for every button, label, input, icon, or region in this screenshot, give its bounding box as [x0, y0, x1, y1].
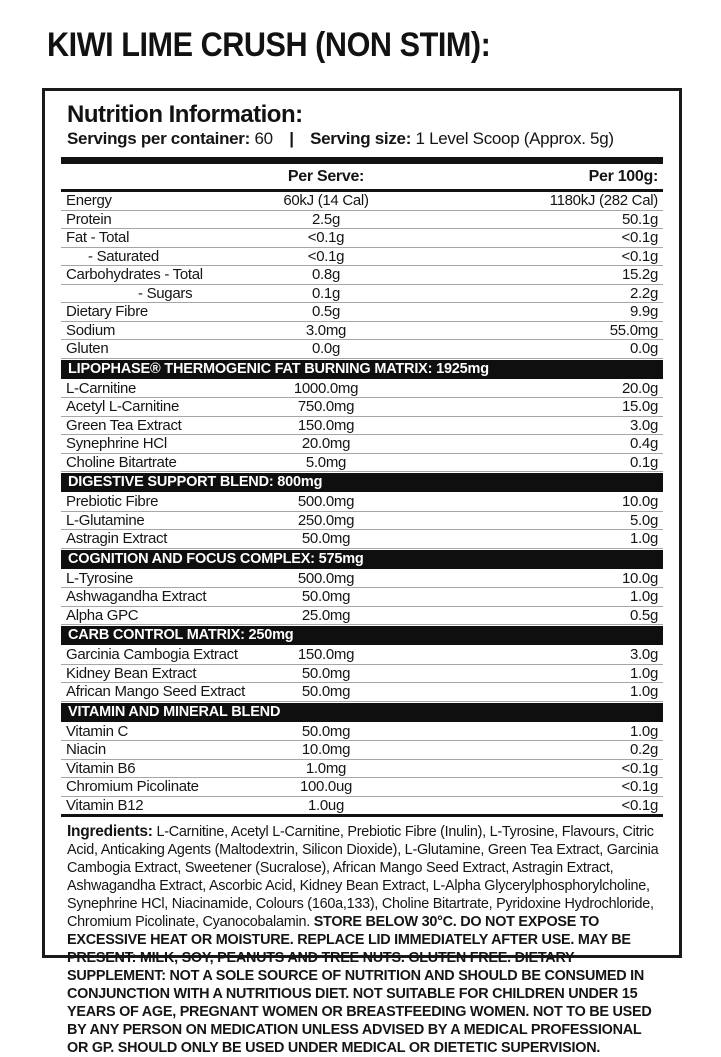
nutrient-label: L-Carnitine	[66, 379, 137, 397]
per-serve-value: 0.0g	[312, 340, 340, 357]
table-row	[61, 454, 663, 473]
per-100g-value: 1.0g	[630, 722, 658, 740]
nutrient-label: Prebiotic Fibre	[66, 493, 159, 510]
nutrient-label: Sodium	[66, 321, 116, 339]
nutrient-label: Garcinia Cambogia Extract	[66, 646, 238, 663]
table-row	[61, 417, 663, 436]
nutrition-panel	[42, 88, 682, 1056]
per-serve-value: 2.5g	[312, 210, 340, 228]
per-serve-value: 50.0mg	[301, 683, 351, 700]
section-header	[61, 360, 663, 379]
per-serve-value: <0.1g	[307, 229, 345, 246]
per-100g-value: 0.1g	[630, 453, 658, 471]
servings-per-container-value: 60	[254, 129, 273, 148]
table-row	[61, 303, 663, 322]
table-row	[61, 248, 663, 267]
per-serve-value: 150.0mg	[297, 646, 355, 663]
nutrient-label: Protein	[66, 210, 112, 228]
per-serve-value: 250.0mg	[297, 511, 355, 529]
nutrient-label: Vitamin B12	[66, 796, 144, 814]
nutrition-table-body	[61, 192, 663, 814]
panel-heading: Nutrition Information:	[67, 101, 303, 128]
table-row	[61, 646, 663, 665]
per-serve-value: 50.0mg	[301, 530, 351, 547]
per-100g-value: 15.0g	[621, 398, 658, 415]
per-100g-value: 3.0g	[630, 646, 658, 663]
table-row	[61, 683, 663, 702]
per-100g-value: 0.4g	[630, 435, 658, 452]
table-row	[61, 435, 663, 454]
table-row	[61, 760, 663, 779]
section-header-label: DIGESTIVE SUPPORT BLEND: 800mg	[68, 474, 323, 490]
table-row	[61, 665, 663, 684]
nutrient-label: Green Tea Extract	[66, 416, 182, 434]
ingredients-text: L-Carnitine, Acetyl L-Carnitine, Prebiotic Fibre (Inulin), L-Tyrosine, Flavours, Citric Acid, Anticaking Agents (Maltodextrin, Silicon Dioxide), L-Glutamine, Green Tea Extract, Garcinia Cambogia Extract, Sweetener (Sucralose), African Mango Seed Extract, Astragin Extract, Ashwagandha Extract, Ascorbic Acid, Kidney Bean Extract, L-Alpha Glycerylphosphorylcholine, Synephrine HCl, Niacinamide, Colours (160a,133), Choline Bitartrate, Pyridoxine Hydrochloride, Chromium Picolinate, Cyanocobalamin.	[67, 824, 659, 930]
per-serve-value: 500.0mg	[297, 569, 355, 587]
table-row	[61, 778, 663, 797]
per-serve-value: 60kJ (14 Cal)	[283, 192, 369, 209]
per-100g-value: 55.0mg	[609, 321, 658, 339]
servings-separator: |	[289, 129, 294, 148]
per-serve-value: 3.0mg	[305, 321, 347, 339]
per-serve-value: 0.8g	[312, 266, 340, 283]
per-serve-value: 1.0mg	[305, 759, 347, 777]
table-row	[61, 398, 663, 417]
per-serve-value: 1.0ug	[307, 796, 345, 814]
nutrient-label: Carbohydrates - Total	[66, 266, 203, 283]
per-100g-value: 5.0g	[630, 511, 658, 529]
table-row	[61, 229, 663, 248]
table-row	[61, 723, 663, 742]
per-100g-value: 20.0g	[621, 379, 658, 397]
nutrient-label: - Sugars	[138, 284, 193, 302]
nutrient-label: Astragin Extract	[66, 530, 168, 547]
per-serve-value: 50.0mg	[301, 664, 351, 682]
table-row	[61, 192, 663, 211]
table-row	[61, 607, 663, 626]
nutrient-label: L-Tyrosine	[66, 569, 134, 587]
nutrient-label: Alpha GPC	[66, 606, 139, 624]
table-row	[61, 530, 663, 549]
section-header	[61, 473, 663, 492]
table-row	[61, 211, 663, 230]
per-serve-value: 50.0mg	[301, 722, 351, 740]
table-row	[61, 266, 663, 285]
nutrient-label: Niacin	[66, 741, 106, 758]
per-serve-column-header: Per Serve:	[287, 168, 365, 185]
serving-size-value: 1 Level Scoop (Approx. 5g)	[415, 129, 614, 148]
top-rule	[61, 157, 663, 164]
per-100g-value: 50.1g	[621, 210, 658, 228]
per-100g-value: <0.1g	[621, 778, 658, 795]
nutrient-label: Vitamin C	[66, 722, 129, 740]
per-100g-value: 10.0g	[621, 493, 658, 510]
section-header	[61, 703, 663, 722]
nutrient-label: Vitamin B6	[66, 759, 136, 777]
table-row	[61, 570, 663, 589]
per-100g-value: 10.0g	[621, 569, 658, 587]
per-serve-value: 150.0mg	[297, 416, 355, 434]
per-100g-value: 3.0g	[630, 416, 658, 434]
per-serve-value: 100.0ug	[299, 778, 353, 795]
per-100g-value: 0.5g	[630, 606, 658, 624]
table-row	[61, 493, 663, 512]
table-row	[61, 285, 663, 304]
per-100g-value: 2.2g	[630, 284, 658, 302]
per-100g-value: 1180kJ (282 Cal)	[549, 192, 658, 209]
nutrient-label: Kidney Bean Extract	[66, 664, 197, 682]
per-100g-value: 1.0g	[630, 588, 658, 605]
nutrient-label: L-Glutamine	[66, 511, 145, 529]
warning-text: STORE BELOW 30°C. DO NOT EXPOSE TO EXCESSIVE HEAT OR MOISTURE. REPLACE LID IMMEDIATELY AFTER USE. MAY BE PRESENT: MILK, SOY, PEANUTS AND TREE NUTS. GLUTEN FREE. DIETARY SUPPLEMENT: NOT A SOLE SOURCE OF NUTRITION AND SHOULD BE CONSUMED IN CONJUNCTION WITH A NUTRITIOUS DIET. NOT SUITABLE FOR CHILDREN UNDER 15 YEARS OF AGE, PREGNANT WOMEN OR BREASTFEEDING WOMEN. NOT TO BE USED BY ANY PERSON ON MEDICATION UNLESS ADVISED BY A MEDICAL PROFESSIONAL OR GP. SHOULD ONLY BE USED UNDER MEDICAL OR DIETETIC SUPERVISION.	[67, 914, 652, 1056]
per-100g-value: 15.2g	[621, 266, 658, 283]
table-row	[61, 741, 663, 760]
per-100g-value: 9.9g	[630, 303, 658, 320]
section-header-label: VITAMIN AND MINERAL BLEND	[68, 703, 281, 720]
servings-per-container-label: Servings per container:	[67, 129, 250, 148]
servings-line	[61, 129, 663, 149]
per-serve-value: 750.0mg	[297, 398, 355, 415]
per-100g-value: <0.1g	[621, 247, 658, 265]
nutrient-label: Fat - Total	[66, 229, 130, 246]
per-serve-value: 20.0mg	[301, 435, 351, 452]
section-header-label: CARB CONTROL MATRIX: 250mg	[68, 627, 294, 643]
per-serve-value: 5.0mg	[305, 453, 347, 471]
per-100g-value: <0.1g	[621, 759, 658, 777]
per-100g-value: 1.0g	[630, 664, 658, 682]
per-100g-value: 0.2g	[630, 741, 658, 758]
per-serve-value: 0.5g	[312, 303, 340, 320]
table-row	[61, 380, 663, 399]
ingredients-label: Ingredients:	[67, 823, 153, 840]
nutrient-label: Synephrine HCl	[66, 435, 167, 452]
section-header	[61, 626, 663, 645]
nutrient-label: Choline Bitartrate	[66, 453, 177, 471]
per-100g-value: <0.1g	[621, 796, 658, 814]
nutrient-label: - Saturated	[88, 247, 159, 265]
per-100g-value: 1.0g	[630, 683, 658, 700]
table-row	[61, 322, 663, 341]
nutrient-label: Chromium Picolinate	[66, 778, 199, 795]
nutrient-label: Dietary Fibre	[66, 303, 148, 320]
per-100g-column-header: Per 100g:	[588, 168, 658, 185]
ingredients-and-warnings	[61, 817, 663, 1057]
table-row	[61, 797, 663, 815]
section-header-label: COGNITION AND FOCUS COMPLEX: 575mg	[68, 550, 364, 567]
table-row	[61, 588, 663, 607]
table-row	[61, 512, 663, 531]
nutrient-label: African Mango Seed Extract	[66, 683, 245, 700]
per-serve-value: 50.0mg	[301, 588, 351, 605]
table-row	[61, 340, 663, 359]
nutrient-label: Gluten	[66, 340, 109, 357]
per-serve-value: 500.0mg	[297, 493, 355, 510]
table-column-headers	[61, 164, 663, 192]
per-serve-value: 25.0mg	[301, 606, 351, 624]
product-title: KIWI LIME CRUSH (NON STIM):	[47, 26, 491, 64]
per-serve-value: 0.1g	[312, 284, 340, 302]
nutrient-label: Energy	[66, 192, 112, 209]
per-100g-value: 0.0g	[630, 340, 658, 357]
per-serve-value: <0.1g	[307, 247, 345, 265]
per-100g-value: <0.1g	[621, 229, 658, 246]
per-serve-value: 10.0mg	[301, 741, 351, 758]
per-100g-value: 1.0g	[630, 530, 658, 547]
nutrient-label: Acetyl L-Carnitine	[66, 398, 179, 415]
section-header	[61, 550, 663, 569]
per-serve-value: 1000.0mg	[293, 379, 359, 397]
nutrient-label: Ashwagandha Extract	[66, 588, 207, 605]
serving-size-label: Serving size:	[310, 129, 412, 148]
section-header-label: LIPOPHASE® THERMOGENIC FAT BURNING MATRIX: 1925mg	[68, 360, 489, 377]
